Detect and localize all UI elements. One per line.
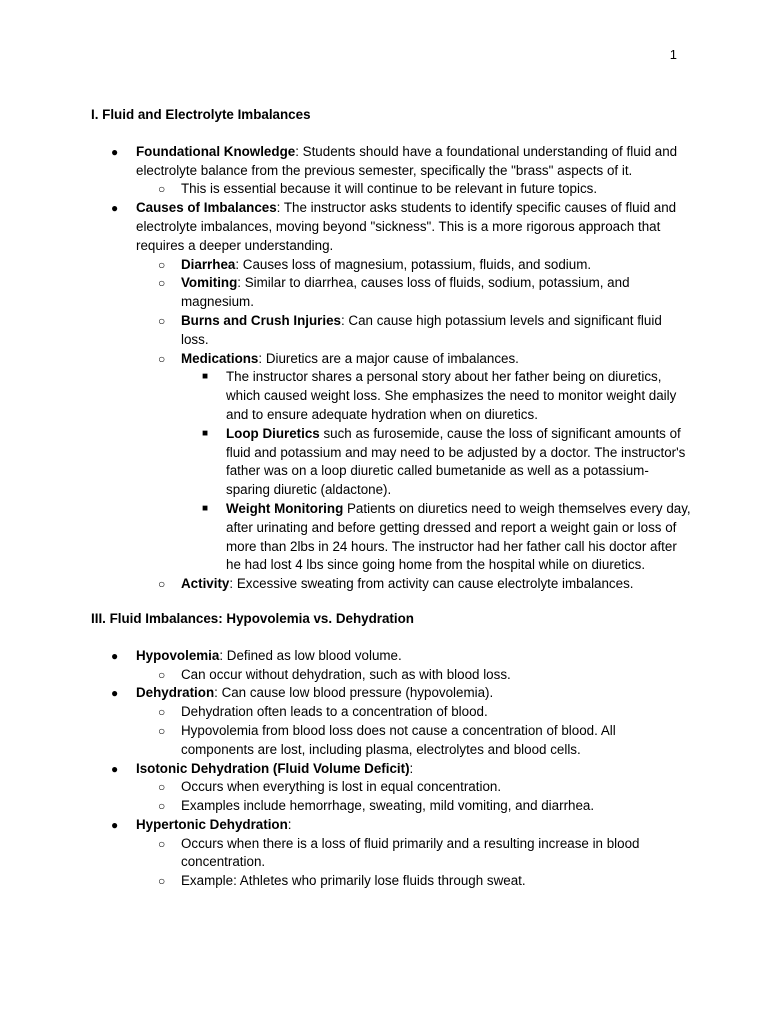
circle-marker: ○ bbox=[158, 836, 166, 851]
bullet-marker: ● bbox=[111, 686, 119, 701]
circle-marker: ○ bbox=[158, 257, 166, 272]
sub-list-item bbox=[91, 274, 691, 312]
list-item bbox=[91, 684, 691, 759]
item-text: : Similar to diarrhea, causes loss of fluids, sodium, potassium, and magnesium. bbox=[181, 275, 630, 310]
term: Diarrhea bbox=[181, 256, 236, 272]
circle-marker: ○ bbox=[158, 182, 166, 197]
sub-list-item bbox=[91, 256, 691, 275]
bullet-marker: ● bbox=[111, 648, 119, 663]
circle-marker: ○ bbox=[158, 799, 166, 814]
sub-list-item bbox=[91, 666, 691, 685]
bullet-marker: ● bbox=[111, 201, 119, 216]
list-item bbox=[91, 143, 691, 199]
item-text: : bbox=[409, 760, 414, 776]
page-number: 1 bbox=[669, 47, 677, 62]
list-item bbox=[91, 647, 691, 685]
item-text: Patients on diuretics need to weigh themselves every day, after urinating and before getting dressed and report a weight gain or loss of more than 2lbs in 24 hours. The instructor had her father call his doctor after he had lost 4 lbs since going home from the hospital while on diuretics. bbox=[226, 500, 691, 573]
list-item bbox=[91, 760, 691, 816]
item-text: Occurs when everything is lost in equal concentration. bbox=[181, 779, 502, 795]
circle-marker: ○ bbox=[158, 351, 166, 366]
bullet-list bbox=[91, 647, 691, 891]
item-text: Examples include hemorrhage, sweating, mild vomiting, and diarrhea. bbox=[181, 798, 595, 814]
item-text: such as furosemide, cause the loss of significant amounts of fluid and potassium and may need to be adjusted by a doctor. The instructor's father was on a loop diuretic called bumetanide as well as a potassium-sparing diuretic (aldactone). bbox=[226, 425, 686, 498]
sub-list-item bbox=[91, 797, 691, 816]
item-text: : Diuretics are a major cause of imbalances. bbox=[258, 350, 519, 366]
sub-sub-list-item bbox=[91, 425, 691, 500]
term: Causes of Imbalances bbox=[136, 200, 277, 216]
item-text: : Causes loss of magnesium, potassium, fluids, and sodium. bbox=[235, 256, 592, 272]
sub-list-item bbox=[91, 312, 691, 350]
sub-list-item bbox=[91, 703, 691, 722]
item-text: Hypovolemia from blood loss does not cause a concentration of blood. All components are lost, including plasma, electrolytes and blood cells. bbox=[181, 722, 616, 757]
sub-list bbox=[91, 666, 691, 685]
term: Dehydration bbox=[136, 685, 215, 701]
item-text: : Can cause low blood pressure (hypovolemia). bbox=[214, 685, 494, 701]
square-marker: ■ bbox=[202, 427, 209, 439]
sub-list bbox=[91, 180, 691, 199]
sub-sub-list-item bbox=[91, 368, 691, 424]
sub-list-item bbox=[91, 350, 691, 576]
term: Hypovolemia bbox=[136, 647, 220, 663]
sub-list-item bbox=[91, 180, 691, 199]
item-text: : Students should have a foundational understanding of fluid and electrolyte balance from the previous semester, specifically the "brass" aspects of it. bbox=[136, 143, 678, 178]
item-text: Dehydration often leads to a concentration of blood. bbox=[181, 704, 488, 720]
bullet-marker: ● bbox=[111, 817, 119, 832]
bullet-marker: ● bbox=[111, 144, 119, 159]
sub-list bbox=[91, 835, 691, 891]
term: Foundational Knowledge bbox=[136, 143, 296, 159]
list-item bbox=[91, 816, 691, 891]
item-text: This is essential because it will continue to be relevant in future topics. bbox=[181, 181, 598, 197]
bullet-marker: ● bbox=[111, 761, 119, 776]
term: Vomiting bbox=[181, 275, 238, 291]
term: Isotonic Dehydration (Fluid Volume Deficit) bbox=[136, 760, 410, 776]
bullet-list bbox=[91, 143, 691, 594]
circle-marker: ○ bbox=[158, 577, 166, 592]
term: Weight Monitoring bbox=[226, 500, 344, 516]
square-marker: ■ bbox=[202, 371, 209, 383]
term: Hypertonic Dehydration bbox=[136, 816, 288, 832]
square-marker: ■ bbox=[202, 502, 209, 514]
sub-list bbox=[91, 703, 691, 759]
sub-list-item bbox=[91, 872, 691, 891]
circle-marker: ○ bbox=[158, 780, 166, 795]
sub-list-item bbox=[91, 835, 691, 873]
item-text: The instructor shares a personal story about her father being on diuretics, which caused weight loss. She emphasizes the need to monitor weight daily and to ensure adequate hydration when on diuretics. bbox=[226, 369, 677, 422]
sub-list-item bbox=[91, 575, 691, 594]
section-heading: III. Fluid Imbalances: Hypovolemia vs. Dehydration bbox=[91, 610, 414, 626]
circle-marker: ○ bbox=[158, 667, 166, 682]
list-item bbox=[91, 199, 691, 594]
item-text: Example: Athletes who primarily lose fluids through sweat. bbox=[181, 873, 526, 889]
sub-sub-list bbox=[91, 368, 691, 575]
sub-list bbox=[91, 256, 691, 594]
sub-list-item bbox=[91, 778, 691, 797]
circle-marker: ○ bbox=[158, 874, 166, 889]
term: Activity bbox=[181, 576, 230, 592]
item-text: Occurs when there is a loss of fluid primarily and a resulting increase in blood concentration. bbox=[181, 835, 640, 870]
item-text: : Excessive sweating from activity can cause electrolyte imbalances. bbox=[229, 576, 634, 592]
circle-marker: ○ bbox=[158, 276, 166, 291]
circle-marker: ○ bbox=[158, 705, 166, 720]
item-text: Can occur without dehydration, such as with blood loss. bbox=[181, 666, 511, 682]
term: Burns and Crush Injuries bbox=[181, 312, 341, 328]
item-text: : Defined as low blood volume. bbox=[219, 647, 402, 663]
item-text: : Can cause high potassium levels and significant fluid loss. bbox=[181, 312, 662, 347]
sub-list bbox=[91, 778, 691, 816]
term: Loop Diuretics bbox=[226, 425, 320, 441]
item-text: : The instructor asks students to identify specific causes of fluid and electrolyte imbalances, moving beyond "sickness". This is a more rigorous approach that requires a deeper understanding. bbox=[136, 200, 677, 253]
section-heading: I. Fluid and Electrolyte Imbalances bbox=[91, 107, 311, 122]
sub-list-item bbox=[91, 722, 691, 760]
document-body bbox=[91, 106, 691, 891]
item-text: : bbox=[287, 816, 292, 832]
circle-marker: ○ bbox=[158, 313, 166, 328]
sub-sub-list-item bbox=[91, 500, 691, 575]
circle-marker: ○ bbox=[158, 723, 166, 738]
term: Medications bbox=[181, 350, 259, 366]
